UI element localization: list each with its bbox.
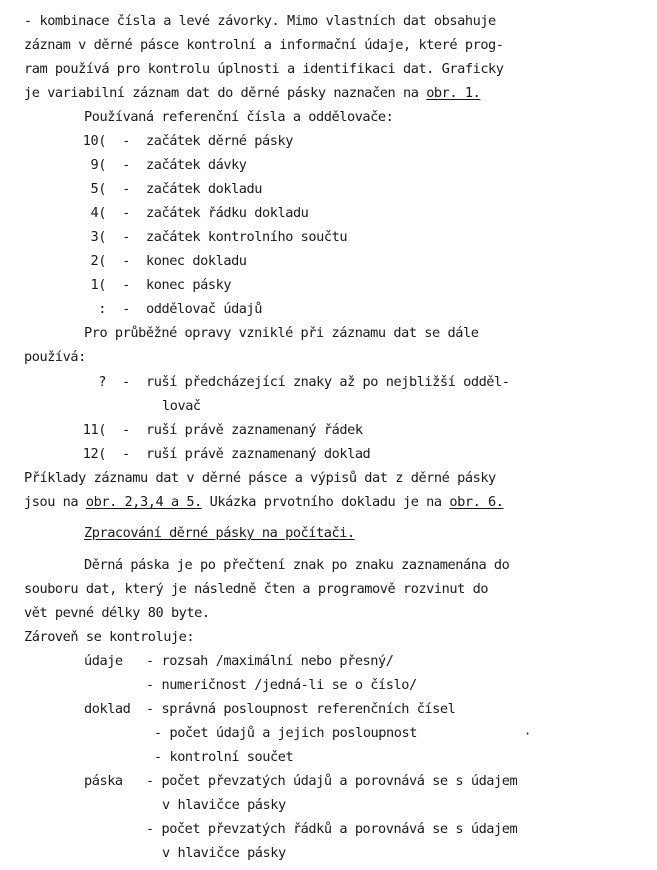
check-item: numeričnost /jedná-li se o číslo/ — [161, 677, 417, 693]
intro-line-2: záznam v děrné pásce kontrolní a informační údaje, které prog- — [24, 37, 504, 53]
check-intro: Zároveň se kontroluje: — [24, 629, 195, 645]
correction-row — [76, 374, 510, 390]
check-item: rozsah /maximální nebo přesný/ — [161, 653, 394, 669]
dash: - — [122, 301, 130, 317]
code-row — [76, 133, 293, 149]
examples-text: jsou na — [24, 494, 86, 510]
code-row — [76, 277, 231, 293]
dash: - — [146, 821, 154, 837]
processing-line-2: souboru dat, který je následně čten a programově rozvinut do — [24, 581, 489, 597]
dash: - — [122, 229, 130, 245]
corrections-intro-1: Pro průběžné opravy vzniklé při záznamu dat se dále — [84, 325, 479, 341]
dash: - — [122, 446, 130, 462]
code-desc: oddělovač údajů — [146, 301, 263, 317]
check-item: počet údajů a jejich posloupnost — [169, 725, 417, 741]
corrections-intro-2: používá: — [24, 349, 86, 365]
check-udaje-2 — [146, 677, 417, 693]
examples-line-2 — [24, 494, 504, 510]
check-item: počet převzatých údajů a porovnává se s údajem — [161, 773, 518, 789]
code-row — [76, 181, 262, 197]
intro-line-4 — [24, 85, 480, 101]
check-paska-2-cont: v hlavičce pásky — [162, 845, 286, 861]
check-paska-2 — [146, 821, 517, 837]
code-desc: začátek dokladu — [146, 181, 263, 197]
check-item: správná posloupnost referenčních čísel — [161, 701, 456, 717]
code: 3( — [90, 229, 106, 245]
code: 11( — [82, 422, 106, 438]
dash: - — [122, 181, 130, 197]
check-label: údaje — [84, 653, 123, 669]
dash: - — [122, 253, 130, 269]
code: 1( — [90, 277, 106, 293]
dash: - — [154, 725, 162, 741]
dash: - — [122, 205, 130, 221]
code: 5( — [90, 181, 106, 197]
check-paska — [84, 773, 517, 789]
code-desc: začátek dávky — [146, 157, 247, 173]
dash: - — [122, 133, 130, 149]
ink-speck: · — [524, 727, 531, 741]
processing-line-1: Děrná páska je po přečtení znak po znaku zaznamenána do — [84, 557, 510, 573]
code-desc: začátek kontrolního součtu — [146, 229, 348, 245]
dash: - — [122, 422, 130, 438]
code-row — [76, 157, 247, 173]
code: : — [98, 301, 106, 317]
figure-ref-2-5: obr. 2,3,4 a 5. — [85, 494, 202, 510]
code-desc: ruší právě zaznamenaný řádek — [146, 422, 363, 438]
code: 4( — [90, 205, 106, 221]
check-udaje — [84, 653, 394, 669]
dash: - — [154, 749, 162, 765]
check-item: počet převzatých řádků a porovnává se s údajem — [161, 821, 518, 837]
intro-line-3: ram používá pro kontrolu úplnosti a identifikaci dat. Graficky — [24, 61, 504, 77]
code: 12( — [82, 446, 106, 462]
check-doklad-3 — [154, 749, 293, 765]
code-desc: začátek řádku dokladu — [146, 205, 309, 221]
figure-ref-6: obr. 6. — [449, 494, 504, 510]
check-item: kontrolní součet — [169, 749, 294, 765]
figure-ref-1: obr. 1. — [426, 85, 481, 101]
check-label: páska — [84, 773, 123, 789]
correction-desc-cont: lovač — [162, 398, 201, 414]
dash: - — [146, 677, 154, 693]
code-desc: konec pásky — [146, 277, 232, 293]
code-row — [76, 205, 308, 221]
dash: - — [122, 157, 130, 173]
code-row — [76, 301, 262, 317]
correction-row — [76, 422, 363, 438]
code: 9( — [90, 157, 106, 173]
section-title: Zpracování děrné pásky na počítači. — [84, 525, 355, 541]
intro-line-1: - kombinace čísla a levé závorky. Mimo vlastních dat obsahuje — [24, 13, 496, 29]
code: 2( — [90, 253, 106, 269]
check-doklad — [84, 701, 455, 717]
ref-heading: Používaná referenční čísla a oddělovače: — [84, 109, 394, 125]
code: 10( — [82, 133, 106, 149]
code-desc: začátek děrné pásky — [146, 133, 293, 149]
code: ? — [98, 374, 106, 390]
check-label: doklad — [84, 701, 131, 717]
code-row — [76, 253, 247, 269]
code-desc: konec dokladu — [146, 253, 247, 269]
intro-text: je variabilní záznam dat do děrné pásky naznačen na — [24, 85, 427, 101]
processing-line-3: vět pevné délky 80 byte. — [24, 605, 210, 621]
examples-text: Ukázka prvotního dokladu je na — [201, 494, 450, 510]
dash: - — [146, 701, 154, 717]
dash: - — [122, 374, 130, 390]
dash: - — [146, 773, 154, 789]
correction-row — [76, 446, 370, 462]
dash: - — [122, 277, 130, 293]
dash: - — [146, 653, 154, 669]
check-doklad-2 — [154, 725, 417, 741]
code-row — [76, 229, 347, 245]
code-desc: ruší právě zaznamenaný doklad — [146, 446, 371, 462]
examples-line-1: Příklady záznamu dat v děrné pásce a výpisů dat z děrné pásky — [24, 470, 496, 486]
check-paska-cont: v hlavičce pásky — [162, 797, 286, 813]
code-desc: ruší předcházející znaky až po nejbližší odděl- — [146, 374, 510, 390]
